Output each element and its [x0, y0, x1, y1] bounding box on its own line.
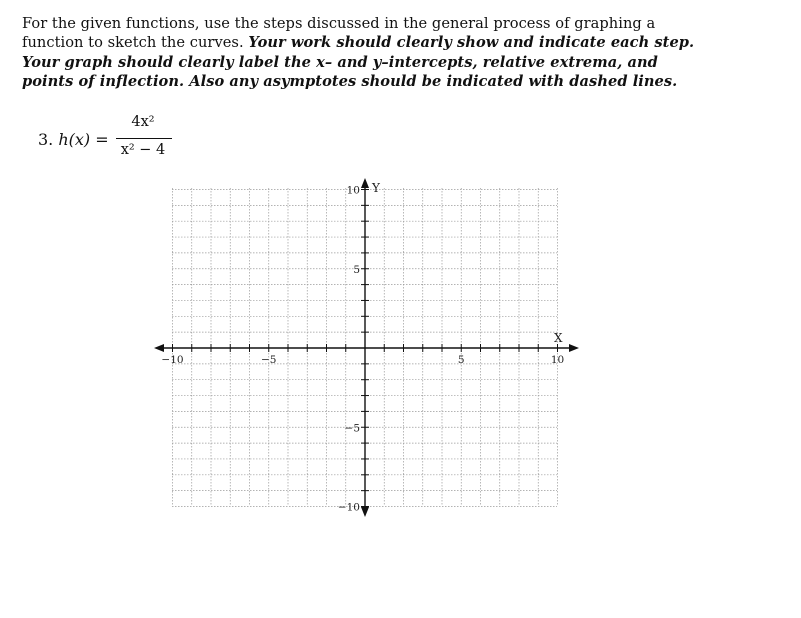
instructions-plain: For the given functions, use the steps discussed in the general process of graphing a function to sketch the curves. — [22, 15, 656, 52]
y-tick-label: −5 — [344, 422, 360, 435]
fraction-denominator: x² − 4 — [120, 142, 166, 158]
y-axis-label: Y — [372, 181, 380, 195]
x-tick-label: −5 — [261, 354, 277, 366]
y-tick-label: −10 — [337, 501, 360, 514]
x-tick-label: 5 — [457, 354, 465, 366]
y-tick-label: 5 — [353, 263, 360, 276]
instructions-emphasis: Your work should clearly show and indicate each step. Your graph should clearly label the x– and y–intercepts, relative extrema, and points of inflection. Also any asymptotes should be indicated with dashed lines. — [22, 34, 695, 91]
x-tick-label: 10 — [550, 354, 565, 366]
x-tick-label: −10 — [161, 354, 184, 366]
x-axis-label: X — [554, 331, 563, 345]
y-tick-label: 10 — [346, 184, 360, 197]
problem-number: 3. — [38, 130, 54, 149]
x-axis-right-arrow-icon — [569, 344, 579, 352]
y-axis-down-arrow-icon — [361, 507, 369, 517]
y-axis-up-arrow-icon — [361, 178, 369, 188]
x-axis-left-arrow-icon — [154, 344, 164, 352]
fraction-numerator: 4x² — [131, 114, 155, 130]
function-name: h(x) = — [58, 130, 109, 149]
